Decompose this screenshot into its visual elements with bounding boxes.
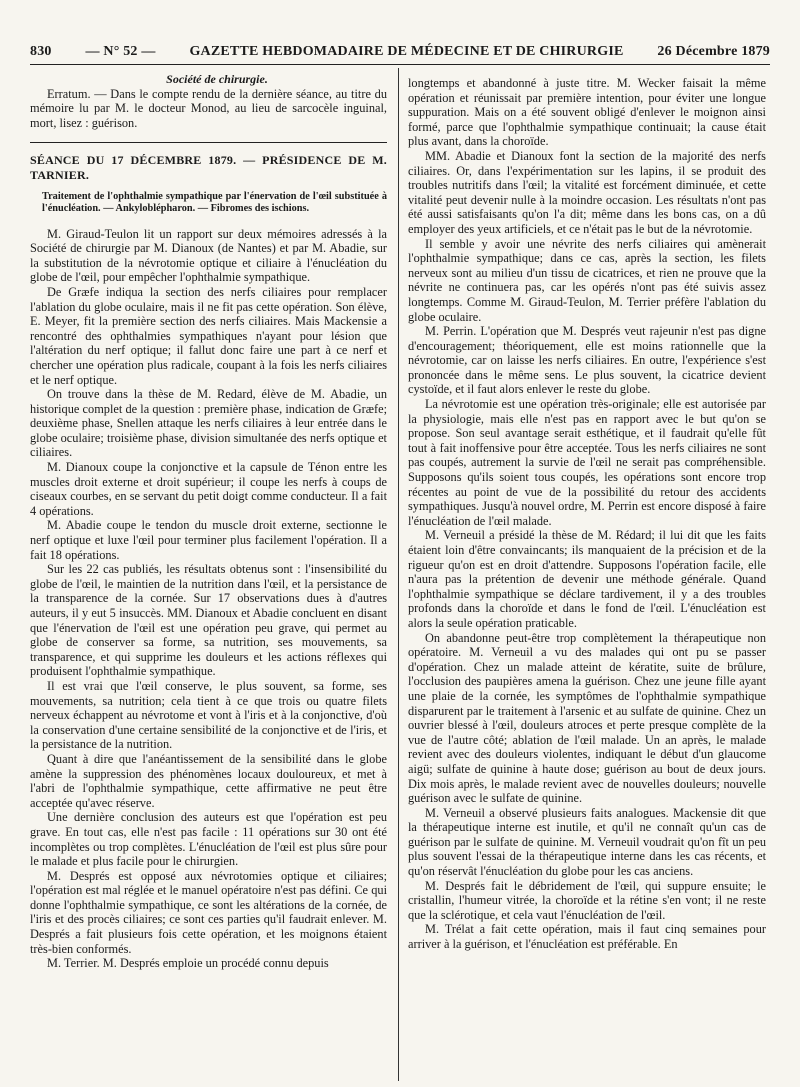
paragraph: Quant à dire que l'anéantissement de la sensibilité dans le globe amène la suppression des phénomènes locaux douloureux, et met à l'abri de l'ophthalmie sympathique, cette affirmative ne peut être acceptée qu'avec réserve. [30,751,387,810]
paragraph: Il semble y avoir une névrite des nerfs ciliaires qui amènerait l'ophthalmie sympathique; dans ce cas, après la section, les filets nerveux sont au milieu d'un tissu de cicatrices, et rien ne prouve que la névrite ne continuera pas, car les opérés n'ont pas été suivis assez longtemps. Comme M. Giraud-Teulon, M. Terrier préfère l'ablation du globe oculaire. [408,236,766,324]
paragraph: M. Verneuil a présidé la thèse de M. Rédard; il lui dit que les faits étaient loin d'être convaincants; ils manquaient de la précision et de la rigueur qu'on est en droit d'attendre. Supposons l'opération facile, elle n'aura pas la prétention de devenir une méthode générale. Quand l'ophthalmie sympathique se déclare tardivement, il y a des troubles profonds dans la choroïde et dans le fond de l'œil. L'énucléation est alors la seule opération praticable. [408,528,766,630]
paragraph: M. Trélat a fait cette opération, mais il faut cinq semaines pour arriver à la guérison, et l'énucléation est préférable. En [408,922,766,952]
paragraph: M. Perrin. L'opération que M. Després veut rajeunir n'est pas digne d'encouragement; théoriquement, elle est moins rationnelle que la névrotomie, car on laisse les nerfs ciliaires. En outre, l'expérience s'est prononcée dans le même sens. Le plus souvent, la cicatrice devient cystoïde, et il faut alors enlever le reste du globe. [408,324,766,397]
paragraph: On abandonne peut-être trop complètement la thérapeutique non opératoire. M. Verneuil a vu des malades qui ont pu se passer d'opération. Chez un malade atteint de kératite, suite de brûlure, l'occlusion des paupières amena la guérison. Chez une jeune fille ayant une plaie de la cornée, les symptômes de l'ophthalmie sympathique disparurent par le traitement à l'arsenic et au sulfate de quinine. Chez un ouvrier blessé à l'œil, douleurs atroces et perte presque complète de la vue de l'autre côté; ablation de l'œil malade. Un an après, le malade revient avec des douleurs violentes, indiquant le début d'un glaucome aigü; sulfate de quinine à haute dose; guérison au bout de deux jours. Dix mois après, le malade revient avec de nouvelles douleurs; nouvelle guérison avec le sulfate de quinine. [408,630,766,806]
paragraph: De Græfe indiqua la section des nerfs ciliaires pour remplacer l'ablation du globe oculaire, mais il ne fit pas cette opération. Son élève, E. Meyer, fit la première section des nerfs ciliaires. Mais Mackensie a rencontré des ophthalmies sympathiques n'ayant pour lésion que l'altération du nerf optique; il fallut donc faire une part à ce nerf et chercher une opération plus radicale, coupant à la fois les nerfs ciliaires et le nerf optique. [30,284,387,387]
paragraph: Une dernière conclusion des auteurs est que l'opération est peu grave. En tout cas, elle n'est pas facile : 11 opérations sur 30 ont été incomplètes ou trop complètes. L'énucléation de l'œil est plus sûre pour le malade et plus facile pour le chirurgien. [30,810,387,869]
column-divider [398,68,399,1081]
issue-date: 26 Décembre 1879 [657,44,770,59]
section-rule [30,142,387,143]
paragraph: On trouve dans la thèse de M. Redard, élève de M. Abadie, un historique complet de la question : première phase, indication de Græfe; deuxième phase, Snellen attaque les nerfs ciliaires à leur entrée dans le globe oculaire; troisième phase, division simultanée des nerfs optique et ciliaires. [30,387,387,460]
page-number: 830 [30,44,52,59]
seance-heading: SÉANCE DU 17 DÉCEMBRE 1879. — PRÉSIDENCE DE M. TARNIER. [30,153,387,182]
journal-title: GAZETTE HEBDOMADAIRE DE MÉDECINE ET DE CHIRURGIE [189,44,624,59]
page-header [30,38,770,65]
paragraph: M. Terrier. M. Després emploie un procédé connu depuis [47,956,329,971]
paragraph: M. Després fait le débridement de l'œil, qui suppure ensuite; le cristallin, l'humeur vitrée, la choroïde et la rétine s'en vont; il ne reste que la sclérotique, et cela vaut l'énucléation de l'œil. [408,878,766,922]
section-heading: Société de chirurgie. [166,72,268,86]
left-column [30,72,387,1079]
issue-number: — N° 52 — [85,44,156,59]
paragraph: MM. Abadie et Dianoux font la section de la majorité des nerfs ciliaires. Or, dans l'expérimentation sur les lapins, il se produit des troubles nutritifs dans l'œil; la vitalité est forcément diminuée, et cette vitalité peut devenir nulle à la moindre occasion. Les résultats n'ont pas été aussi satisfaisants qu'on l'a dit; même dans les bons cas, on a dû employer des yeux artificiels, et ce n'était pas le but de la névrotomie. [408,148,766,236]
paragraph: M. Després est opposé aux névrotomies optique et ciliaires; l'opération est mal réglée et le manuel opératoire n'est pas défini. Ce qui donne l'ophthalmie sympathique, ce sont les altérations de la cornée, de l'iris et des procès ciliaires; ce sont ces parties qu'il faudrait enlever. M. Després a fait plusieurs fois cette opération, et les moignons étaient très-bien conformés. [30,868,387,956]
paragraph: Il est vrai que l'œil conserve, le plus souvent, sa forme, ses mouvements, sa nutrition; cela tient à ce que trois ou quatre filets nerveux échappent au névrotome et vont à l'iris et à la conjonctive, d'où la conservation d'une certaine sensibilité de la conjonctive et de l'iris, et la persistance de la nutrition. [30,678,387,752]
paragraph: M. Verneuil a observé plusieurs faits analogues. Mackensie dit que la thérapeutique interne est inutile, et qu'il ne connaît qu'un cas de guérison par le sulfate de quinine. M. Verneuil voudrait qu'on fît un peu plus souvent l'essai de la thérapeutique interne dans les cas récents, et qu'on réservât l'énucléation du globe pour les cas anciens. [408,805,766,879]
paragraph: Sur les 22 cas publiés, les résultats obtenus sont : l'insensibilité du globe de l'œil, le maintien de la nutrition dans l'œil, et la persistance de la transparence de la cornée. Sur 17 observations dues à d'autres auteurs, il y eut 5 insuccès. MM. Dianoux et Abadie concluent en disant que l'énervation de l'œil est une opération peu grave, qui permet au globe de conserver sa forme, sa nutrition, ses mouvements, sa transparence, et qui supprime les douleurs et les actions réflexes qui produisent l'ophthalmie sympathique. [30,562,387,679]
erratum: Erratum. — Dans le compte rendu de la dernière séance, au titre du mémoire lu par M. le docteur Monod, au lieu de sarcocèle inguinal, mort, lisez : guérison. [30,86,387,130]
paragraph: M. Abadie coupe le tendon du muscle droit externe, sectionne le nerf optique et luxe l'œil pour terminer plus facilement l'opération. Il a fait 18 opérations. [30,518,387,562]
paragraph: La névrotomie est une opération très-originale; elle est autorisée par la physiologie, mais elle n'est pas en rapport avec le but qu'on se propose. Son seul avantage serait esthétique, et il faudrait qu'elle fût tout à fait inoffensive pour être acceptée. Tous les nerfs ciliaires ne sont pas coupés, autrement la survie de l'œil ne serait pas compréhensible. Supposons qu'ils soient tous coupés, les opérations sont encore trop récentes au point de vue de la possibilité du retour des accidents sympathiques. Jusqu'à nouvel ordre, M. Perrin est encore disposé à faire l'énucléation de l'œil malade. [408,397,766,528]
paragraph: longtemps et abandonné à juste titre. M. Wecker faisait la même opération et réunissait par première intention, pour éviter une longue suppuration. Mais on a été souvent obligé d'enlever le moignon ainsi formé, parce que l'ophthalmie sympathique continuait; la cause était plus avant, dans la choroïde. [408,76,766,149]
session-summary: Traitement de l'ophthalmie sympathique par l'énervation de l'œil substituée à l'énucléation. — Ankyloblépharon. — Fibromes des ischions. [42,190,387,214]
paragraph: M. Giraud-Teulon lit un rapport sur deux mémoires adressés à la Société de chirurgie par M. Dianoux (de Nantes) et par M. Abadie, sur la substitution de la névrotomie optique et ciliaire à l'énucléation du globe de l'œil, pour empêcher l'ophthalmie sympathique. [30,226,387,285]
right-column [408,76,766,1079]
paragraph: M. Dianoux coupe la conjonctive et la capsule de Ténon entre les muscles droit externe et droit supérieur; il coupe les nerfs à coups de ciseaux courbes, en se servant du petit doigt comme conducteur. Il a fait 4 opérations. [30,460,387,518]
